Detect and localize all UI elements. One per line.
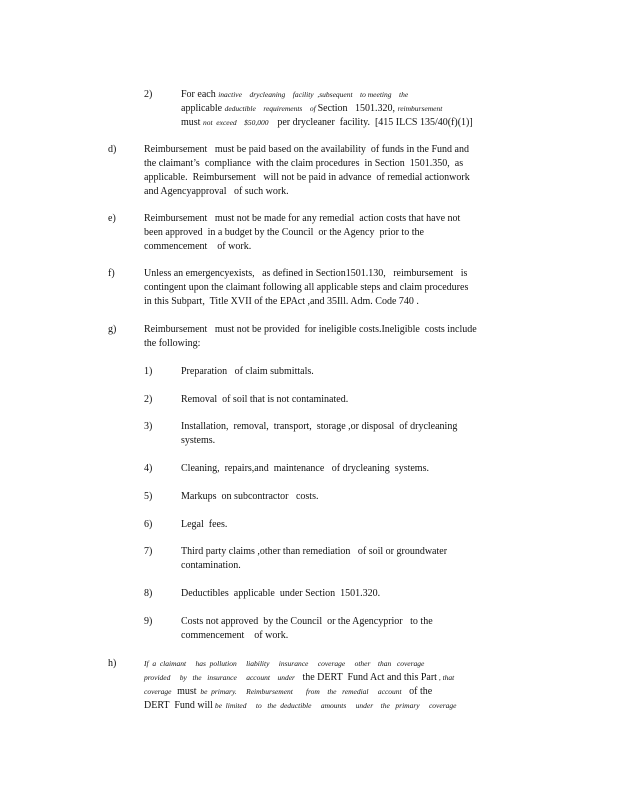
text-line	[144, 157, 470, 171]
text-segment: inactive drycleaning facility ,subsequent to meeting the	[218, 90, 409, 99]
item-label-6: 6)	[144, 519, 153, 530]
text-segment: must	[177, 686, 197, 697]
text-segment: If a claimant has pollution liability insurance coverage other than coverage	[144, 659, 425, 668]
text-segment: commencement of work.	[181, 630, 289, 641]
text-line	[144, 240, 460, 254]
text-segment: Section 1501.320,	[317, 103, 398, 114]
item-label-2-top: 2)	[144, 89, 153, 100]
paragraph-h	[144, 657, 456, 713]
text-segment: Cleaning, repairs,and maintenance of drycleaning systems.	[181, 463, 429, 474]
paragraph-8	[181, 587, 380, 601]
paragraph-7	[181, 545, 447, 573]
text-segment: Third party claims ,other than remediation of soil or groundwater	[181, 546, 448, 557]
text-segment: in this Subpart, Title XVII of the EPAct ,and 35Ill. Adm. Code 740 .	[144, 296, 419, 307]
paragraph-f	[144, 267, 468, 309]
text-line	[144, 671, 456, 685]
paragraph-2-top	[181, 88, 473, 130]
text-line	[144, 281, 468, 295]
text-line	[144, 226, 460, 240]
text-segment: Preparation of claim submittals.	[181, 366, 314, 377]
paragraph-6	[181, 518, 227, 532]
text-segment: applicable	[181, 103, 225, 114]
text-segment: contamination.	[181, 560, 241, 571]
text-line	[181, 102, 473, 116]
text-segment: the following:	[144, 338, 201, 349]
text-line	[144, 699, 456, 713]
paragraph-d	[144, 143, 470, 199]
text-segment: Removal of soil that is not contaminated.	[181, 394, 349, 405]
text-line	[181, 518, 227, 532]
text-line	[144, 267, 468, 281]
paragraph-9	[181, 615, 433, 643]
text-segment: the DERT Fund Act and this Part	[302, 672, 437, 683]
text-segment: been approved in a budget by the Council or the Agency prior to the	[144, 227, 424, 238]
text-line	[144, 171, 470, 185]
text-segment: DERT Fund will	[144, 700, 213, 711]
text-line	[181, 462, 429, 476]
text-line	[181, 490, 318, 504]
text-segment: Unless an emergencyexists, as defined in Section1501.130, reimbursement is	[144, 268, 468, 279]
text-line	[181, 559, 447, 573]
paragraph-1	[181, 365, 314, 379]
text-line	[181, 545, 447, 559]
item-label-d: d)	[108, 144, 117, 155]
text-segment: contingent upon the claimant following all applicable steps and claim procedures	[144, 282, 469, 293]
text-line	[181, 116, 473, 130]
text-line	[181, 88, 473, 102]
text-segment: Deductibles applicable under Section 1501.320.	[181, 588, 381, 599]
text-segment: must	[181, 117, 203, 128]
item-label-f: f)	[108, 268, 115, 279]
paragraph-5	[181, 490, 318, 504]
item-label-4: 4)	[144, 463, 153, 474]
text-segment: be limited to the deductible amounts under the primary coverage	[212, 701, 457, 710]
text-segment: applicable. Reimbursement will not be paid in advance of remedial actionwork	[144, 172, 470, 183]
text-line	[144, 685, 456, 699]
item-label-3: 3)	[144, 421, 153, 432]
paragraph-g	[144, 323, 477, 351]
text-line	[181, 615, 433, 629]
item-label-1: 1)	[144, 366, 153, 377]
paragraph-4	[181, 462, 429, 476]
text-segment: Costs not approved by the Council or the Agencyprior to the	[181, 616, 433, 627]
text-line	[144, 337, 477, 351]
text-segment: reimbursement	[397, 104, 443, 113]
item-label-h: h)	[108, 658, 117, 669]
item-label-5: 5)	[144, 491, 153, 502]
text-segment: Installation, removal, transport, storage ,or disposal of drycleaning	[181, 421, 458, 432]
text-line	[144, 185, 470, 199]
text-line	[181, 434, 457, 448]
paragraph-3	[181, 420, 457, 448]
text-segment: the claimant’s compliance with the claim procedures in Section 1501.350, as	[144, 158, 464, 169]
item-label-2: 2)	[144, 394, 153, 405]
text-segment: be primary. Reimbursement from the remedial account	[196, 687, 410, 696]
text-segment: For each	[181, 89, 219, 100]
text-segment: commencement of work.	[144, 241, 252, 252]
text-segment: coverage	[144, 687, 178, 696]
text-segment: deductible requirements of	[224, 104, 318, 113]
text-segment: and Agencyapproval of such work.	[144, 186, 289, 197]
text-segment: Legal fees.	[181, 519, 228, 530]
text-segment: , that	[436, 673, 455, 682]
text-segment: of the	[409, 686, 433, 697]
text-line	[144, 212, 460, 226]
text-segment: Reimbursement must be paid based on the availability of funds in the Fund and	[144, 144, 469, 155]
item-label-g: g)	[108, 324, 117, 335]
text-segment: Reimbursement must not be made for any remedial action costs that have not	[144, 213, 461, 224]
text-segment: per drycleaner facility. [415 ILCS 135/40(f)(1)]	[272, 117, 473, 128]
item-label-9: 9)	[144, 616, 153, 627]
text-line	[144, 657, 456, 671]
text-line	[144, 323, 477, 337]
paragraph-2	[181, 393, 348, 407]
paragraph-e	[144, 212, 460, 254]
text-line	[144, 295, 468, 309]
text-segment: provided by the insurance account under	[144, 673, 303, 682]
item-label-7: 7)	[144, 546, 153, 557]
item-label-8: 8)	[144, 588, 153, 599]
text-segment: not exceed $50,000	[202, 118, 273, 127]
text-segment: Reimbursement must not be provided for ineligible costs.Ineligible costs include	[144, 324, 477, 335]
text-segment: Markups on subcontractor costs.	[181, 491, 319, 502]
text-line	[181, 365, 314, 379]
text-line	[181, 587, 380, 601]
text-segment: systems.	[181, 435, 216, 446]
item-label-e: e)	[108, 213, 116, 224]
text-line	[144, 143, 470, 157]
text-line	[181, 393, 348, 407]
text-line	[181, 420, 457, 434]
text-line	[181, 629, 433, 643]
